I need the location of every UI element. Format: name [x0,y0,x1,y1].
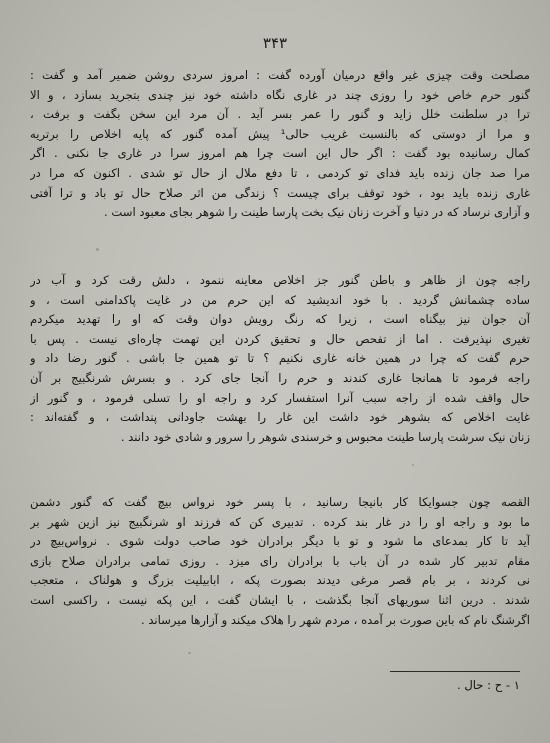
text-line: غایت اخلاص که بشوهر خود داشت این غار را بهشت جاودانی پنداشت ، و گفته‌اند : [30,410,530,425]
text-line: و مرا از دوستی که بالنسبت غریب حالی¹ پیش آمده گنور که پایه اخلاص را برتریه [30,126,530,141]
paragraph-1 [30,66,530,223]
paragraph-3 [30,493,530,630]
text-line: راجه چون از ظاهر و باطن گنور جز اخلاص معاینه ننمود ، دلش رقت کرد و آب در [30,273,530,287]
paper-speck [412,464,414,466]
page-number: ۳۴۳ [262,34,288,52]
text-line: غاری زنده باید بود ، خود توقف برای چیست ؟ زندگی من اثر صلاح حال تو باد و ترا آفتی [30,185,530,200]
text-line: راجه فرمود تا همانجا غاری کندند و حرم را آنجا جای کرد . و بسرش شرنگبیج بر آن [30,370,530,385]
text-line: القصه چون جسوایکا کار بانیجا رسانید ، با پسر خود نرواس بیچ گفت که گنور دشمن [30,495,530,509]
text-line: ساده چشمانش گردید . با خود اندیشید که این حرم من در غایت پاکدامنی است ، و [30,292,530,307]
paragraph-2 [30,271,530,447]
text-line: و آزاری نرساد که در دنیا و آخرت زنان نیک بخت پارسا طینت را شوهر بجای معبود است . [104,205,530,220]
text-line: حرم گفت که چرا در همین خانه غاری نکنیم ؟ تا تو همین جا باشی . گنور رضا داد و [30,351,530,366]
text-line: اگرشنگ نام که باین صورت بر آمده ، مردم شهر را هلاک میکند و آزارها میرساند . [140,612,530,627]
text-line: مصلحت وقت چیزی غیر واقع درمیان آورده گفت : امروز سردی روشن ضمیر آمد و گفت : [30,68,530,82]
text-line: نی کردند ، بر بام قصر مرغی دیدند بصورت پکه ، ابابیلیت بزرگ و هولناک ، متعجب [30,573,530,588]
footnote-rule [390,671,520,672]
text-line: آن جوان نیز بیگناه است ، زیرا که رنگ رویش دوان وقت که او را تهدید میکردم [30,312,530,327]
paper-speck [96,248,99,251]
text-line: مقام تدبیر کار شده در آن باب با برادران رای میزد . روزی تمامی برادران صلاح بازی [30,553,530,568]
paper-speck [505,120,507,122]
text-line: تغیری نپذیرفت . اما از تفحص حال و تحقیق کردن این تهمت چاره‌ای نیست . پس با [30,331,530,346]
text-line: شدند . درین اثنا سوریهای آنجا بگذشت ، با ایشان گفت ، این پکه نیست ، راکسی است [30,592,530,607]
text-line: ما بود و راجه او را در غار بند کرده . تدبیری کن که فرزند او شرنگبیج نیز ازین شهر بر [30,514,530,529]
text-line: مرا صد جان زنده باید فدای تو کردمی ، تا دفع ملال از حال تو شدی . اکنون که مرا در [30,165,530,180]
text-line: گنور حرم خاص خود را روزی چند در غاری نگاه داشته خود نیز چندی بتجرید بسازد ، و الا [30,87,530,102]
footnote: ١ - ح : حال . [456,678,520,692]
paper-speck [188,652,191,654]
text-line: ترا در سلطنت خلل زاید و گنور را عمر بسر آید . آن مرد این سخن بگفت و برفت ، [30,107,530,122]
text-line: کمال رسانیده بود گفت : اگر حال این است چرا هم امروز سرا در غاری جا نکنی . اگر [30,146,530,161]
text-line: حال واقف شده از راجه سبب آنرا استفسار کرد و راجه او را تسلی فرمود ، و گنور از [30,390,530,405]
text-line: آید تا کار بمدعای ما شود و تو با دیگر برادران خود صاحب دولت شوی . نرواس‌بیچ در [30,534,530,549]
text-line: زنان نیک سرشت پارسا طینت محبوس و خرسندی شوهر را سرور و شادی خود دانند . [120,429,530,444]
